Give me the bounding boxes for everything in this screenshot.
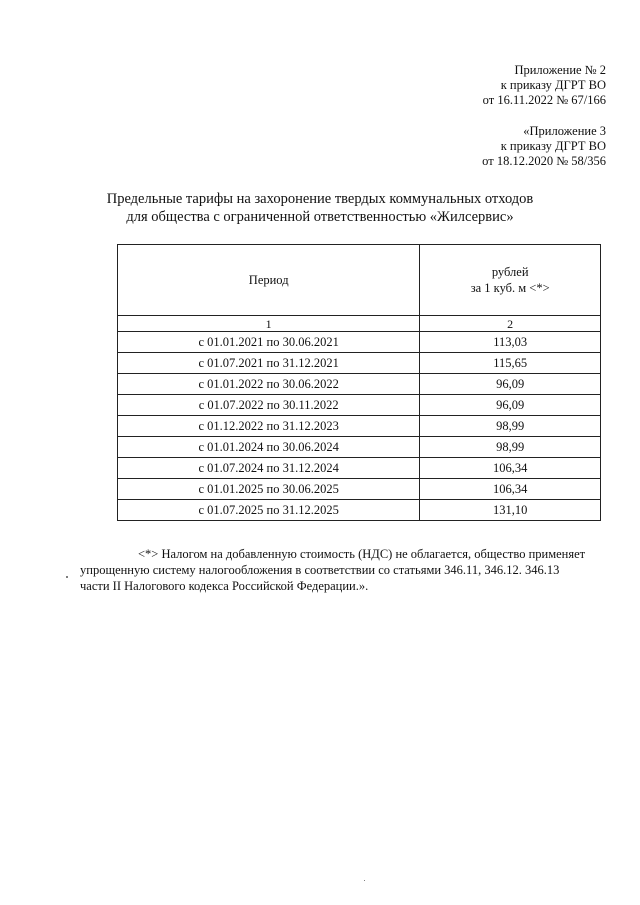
header-price-unit: рублей — [491, 265, 529, 279]
footnote-line-2: упрощенную систему налогообложения в соответствии со статьями 346.11, 346.12. 346.13 — [80, 563, 560, 577]
appendix-3-title: «Приложение 3 — [523, 124, 606, 138]
document-title-line-2: для общества с ограниченной ответственностью «Жилсервис» — [126, 209, 514, 225]
period-cell: с 01.01.2021 по 30.06.2021 — [118, 332, 420, 353]
appendix-2-title: Приложение № 2 — [514, 63, 606, 77]
price-cell: 96,09 — [420, 374, 601, 395]
period-cell: с 01.07.2021 по 31.12.2021 — [118, 353, 420, 374]
scan-speck — [66, 576, 68, 578]
period-cell: с 01.07.2022 по 30.11.2022 — [118, 395, 420, 416]
table-row — [118, 437, 601, 458]
table-row — [118, 395, 601, 416]
column-number-1: 1 — [118, 316, 420, 332]
table-row — [118, 500, 601, 521]
period-cell: с 01.01.2022 по 30.06.2022 — [118, 374, 420, 395]
appendix-3-date: от 18.12.2020 № 58/356 — [482, 154, 606, 168]
tariff-table — [117, 244, 601, 521]
header-price-volume: за 1 куб. м <*> — [470, 281, 550, 295]
table-row — [118, 374, 601, 395]
price-cell: 113,03 — [420, 332, 601, 353]
period-cell: с 01.12.2022 по 31.12.2023 — [118, 416, 420, 437]
column-number-row — [118, 316, 601, 332]
header-period: Период — [118, 245, 420, 316]
price-cell: 131,10 — [420, 500, 601, 521]
footnote-line-3: части II Налогового кодекса Российской Федерации.». — [80, 579, 369, 593]
appendix-2-date: от 16.11.2022 № 67/166 — [482, 93, 606, 107]
appendix-2-order: к приказу ДГРТ ВО — [500, 78, 606, 92]
period-cell: с 01.01.2025 по 30.06.2025 — [118, 479, 420, 500]
price-cell: 96,09 — [420, 395, 601, 416]
price-cell: 98,99 — [420, 416, 601, 437]
document-title-line-1: Предельные тарифы на захоронение твердых коммунальных отходов — [106, 191, 534, 207]
price-cell: 98,99 — [420, 437, 601, 458]
document-title — [0, 190, 640, 226]
price-cell: 106,34 — [420, 458, 601, 479]
price-cell: 106,34 — [420, 479, 601, 500]
table-row — [118, 416, 601, 437]
appendix-3-reference — [482, 124, 606, 169]
column-number-2: 2 — [420, 316, 601, 332]
appendix-2-reference — [483, 63, 606, 108]
table-row — [118, 353, 601, 374]
period-cell: с 01.07.2025 по 31.12.2025 — [118, 500, 420, 521]
period-cell: с 01.07.2024 по 31.12.2024 — [118, 458, 420, 479]
table-row — [118, 458, 601, 479]
appendix-3-order: к приказу ДГРТ ВО — [500, 139, 606, 153]
scan-speck — [364, 880, 365, 881]
footnote — [80, 546, 615, 594]
table-row — [118, 479, 601, 500]
price-cell: 115,65 — [420, 353, 601, 374]
period-cell: с 01.01.2024 по 30.06.2024 — [118, 437, 420, 458]
table-header-row — [118, 245, 601, 316]
header-price — [420, 245, 601, 316]
table-row — [118, 332, 601, 353]
footnote-line-1: <*> Налогом на добавленную стоимость (НДС) не облагается, общество применяет — [138, 547, 586, 561]
